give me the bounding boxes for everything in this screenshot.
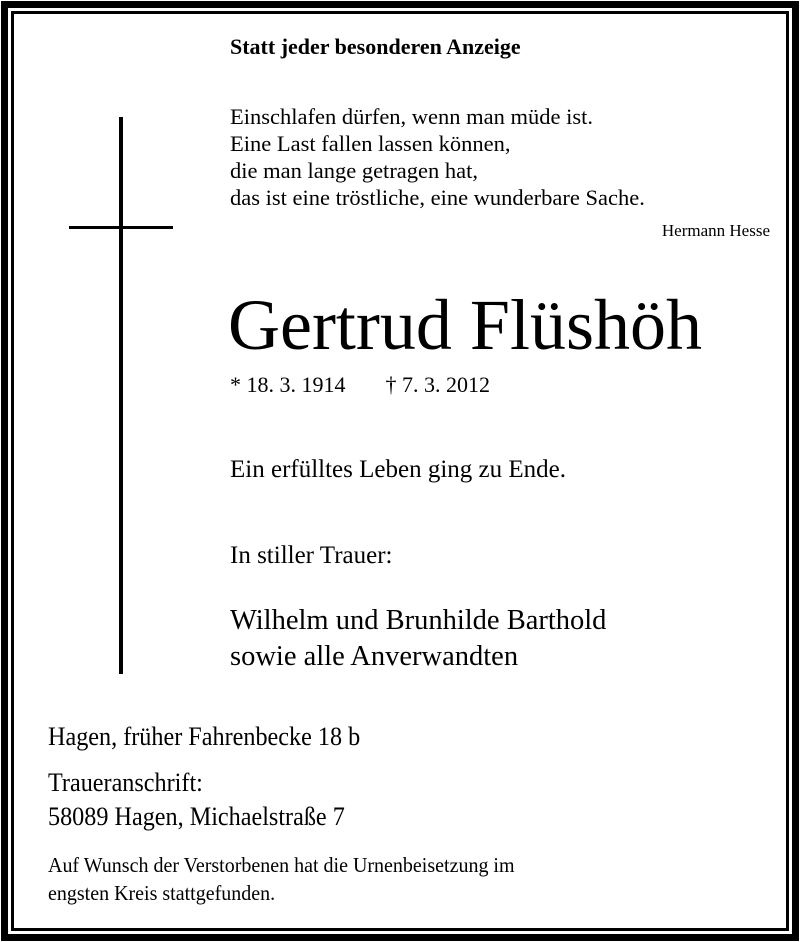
death-date: † 7. 3. 2012 [385, 372, 490, 397]
address-label: Traueranschrift: [48, 768, 203, 797]
poem [230, 103, 645, 211]
note-line: Auf Wunsch der Verstorbenen hat die Urnenbeisetzung im [48, 853, 515, 877]
life-dates [230, 372, 490, 398]
life-statement: Ein erfülltes Leben ging zu Ende. [230, 456, 566, 483]
mourning-label: In stiller Trauer: [230, 542, 393, 569]
deceased-name: Gertrud Flüshöh [228, 285, 702, 365]
family-line: Wilhelm und Brunhilde Barthold [230, 605, 607, 636]
poem-line: das ist eine tröstliche, eine wunderbare Sache. [230, 185, 645, 210]
poem-line: Eine Last fallen lassen können, [230, 131, 511, 156]
poem-line: die man lange getragen hat, [230, 158, 479, 183]
poem-author: Hermann Hesse [661, 221, 770, 240]
mourning-address [48, 766, 345, 834]
cross-vertical-bar [119, 117, 123, 674]
note-line: engsten Kreis stattgefunden. [48, 881, 276, 905]
poem-line: Einschlafen dürfen, wenn man müde ist. [230, 104, 594, 129]
family-line: sowie alle Anverwandten [230, 641, 519, 672]
notice-header: Statt jeder besonderen Anzeige [230, 34, 521, 59]
address-value: 58089 Hagen, Michaelstraße 7 [48, 802, 345, 831]
birth-date: * 18. 3. 1914 [230, 372, 346, 397]
family-names [230, 603, 606, 675]
residence: Hagen, früher Fahrenbecke 18 b [48, 722, 361, 751]
burial-note [48, 851, 515, 907]
cross-horizontal-bar [69, 226, 173, 229]
